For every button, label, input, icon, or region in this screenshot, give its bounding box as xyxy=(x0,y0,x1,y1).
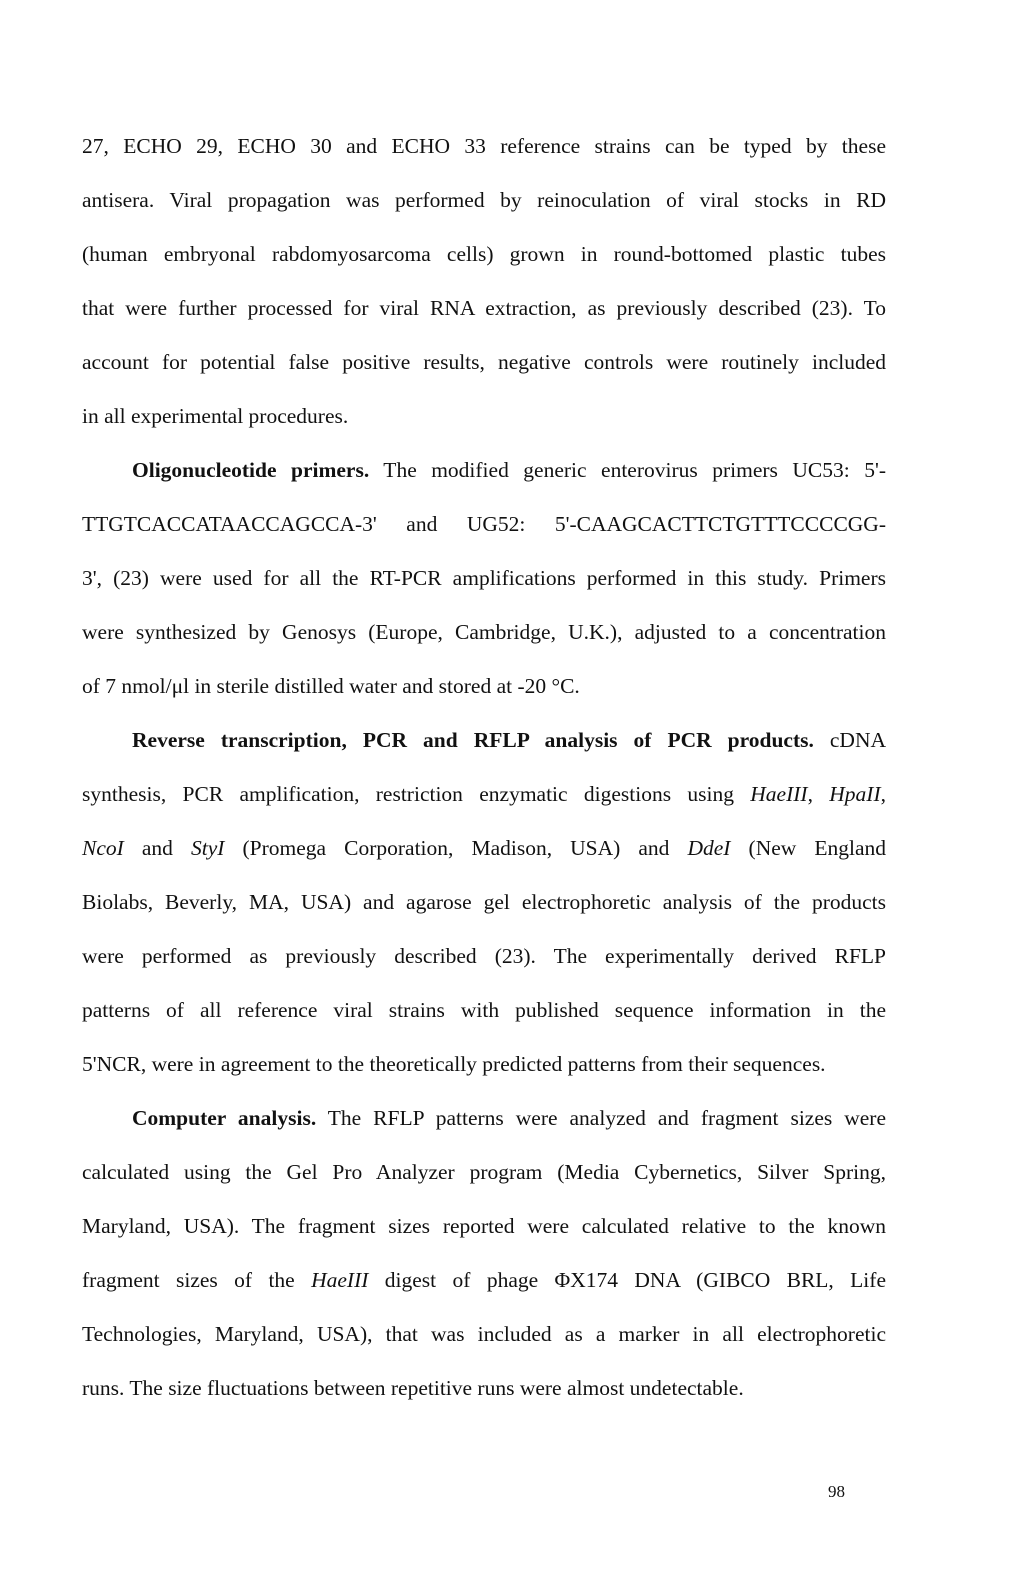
text-segment: and xyxy=(123,836,191,860)
text-line xyxy=(82,232,886,286)
text-line xyxy=(82,178,886,232)
paragraph-heading-line xyxy=(82,718,886,772)
text-segment: runs. The size fluctuations between repetitive runs were almost undetectable. xyxy=(82,1376,744,1400)
text-line xyxy=(82,286,886,340)
section-heading: Computer analysis. xyxy=(132,1106,317,1130)
enzyme-name: NcoI xyxy=(82,836,124,860)
text-segment: of 7 nmol/μl in sterile distilled water and stored at -20 °C. xyxy=(82,674,580,698)
text-segment: Biolabs, Beverly, MA, USA) and agarose gel electrophoretic analysis of the products xyxy=(82,890,886,914)
text-line xyxy=(82,556,886,610)
text-line xyxy=(82,988,886,1042)
text-segment: synthesis, PCR amplification, restriction enzymatic digestions using xyxy=(82,782,751,806)
text-segment: Maryland, USA). The fragment sizes reported were calculated relative to the known xyxy=(82,1214,886,1238)
text-line xyxy=(82,124,886,178)
enzyme-name: HaeIII xyxy=(311,1268,369,1292)
text-segment: , xyxy=(807,782,830,806)
text-line xyxy=(82,934,886,988)
enzyme-name: StyI xyxy=(190,836,225,860)
text-segment: (Promega Corporation, Madison, USA) and xyxy=(224,836,688,860)
text-line xyxy=(82,826,886,880)
text-segment: The RFLP patterns were analyzed and fragment sizes were xyxy=(316,1106,886,1130)
section-heading: Oligonucleotide primers. xyxy=(132,458,370,482)
text-line xyxy=(82,502,886,556)
text-segment: Technologies, Maryland, USA), that was included as a marker in all electrophoretic xyxy=(82,1322,886,1346)
section-heading: Reverse transcription, PCR and RFLP analysis of PCR products. xyxy=(132,728,814,752)
text-segment: cDNA xyxy=(813,728,887,752)
text-line xyxy=(82,394,886,448)
paragraph-heading-line xyxy=(82,1096,886,1150)
text-line xyxy=(82,1150,886,1204)
text-segment: fragment sizes of the xyxy=(82,1268,312,1292)
text-segment: in all experimental procedures. xyxy=(82,404,349,428)
text-segment: digest of phage ΦX174 DNA (GIBCO BRL, Life xyxy=(368,1268,886,1292)
text-segment: were performed as previously described (23). The experimentally derived RFLP xyxy=(82,944,886,968)
text-segment: The modified generic enterovirus primers UC53: 5'- xyxy=(369,458,886,482)
text-line xyxy=(82,880,886,934)
enzyme-name: DdeI xyxy=(687,836,731,860)
text-line xyxy=(82,1204,886,1258)
text-segment: 27, ECHO 29, ECHO 30 and ECHO 33 reference strains can be typed by these xyxy=(82,134,886,158)
text-line xyxy=(82,1312,886,1366)
enzyme-name: HaeIII xyxy=(750,782,808,806)
text-segment: account for potential false positive results, negative controls were routinely included xyxy=(82,350,886,374)
enzyme-name: HpaII xyxy=(829,782,881,806)
page-number: 98 xyxy=(828,1482,845,1501)
text-line xyxy=(82,610,886,664)
paragraph-heading-line xyxy=(82,448,886,502)
text-line xyxy=(82,772,886,826)
text-segment: (human embryonal rabdomyosarcoma cells) grown in round-bottomed plastic tubes xyxy=(82,242,886,266)
text-segment: patterns of all reference viral strains with published sequence information in the xyxy=(82,998,886,1022)
text-segment: were synthesized by Genosys (Europe, Cambridge, U.K.), adjusted to a concentration xyxy=(82,620,886,644)
text-line xyxy=(82,664,886,718)
page-body xyxy=(82,124,886,1420)
text-segment: 5'NCR, were in agreement to the theoretically predicted patterns from their sequences. xyxy=(82,1052,826,1076)
text-line xyxy=(82,340,886,394)
text-line xyxy=(82,1042,886,1096)
text-segment: antisera. Viral propagation was performed by reinoculation of viral stocks in RD xyxy=(82,188,886,212)
text-segment: TTGTCACCATAACCAGCCA-3' and UG52: 5'-CAAGCACTTCTGTTTCCCCGG- xyxy=(82,512,886,536)
text-line xyxy=(82,1366,886,1420)
text-segment: , xyxy=(880,782,887,806)
text-line xyxy=(82,1258,886,1312)
text-segment: 3', (23) were used for all the RT-PCR amplifications performed in this study. Primers xyxy=(82,566,886,590)
text-segment: calculated using the Gel Pro Analyzer program (Media Cybernetics, Silver Spring, xyxy=(82,1160,886,1184)
text-segment: (New England xyxy=(730,836,886,860)
text-segment: that were further processed for viral RNA extraction, as previously described (23). To xyxy=(82,296,886,320)
